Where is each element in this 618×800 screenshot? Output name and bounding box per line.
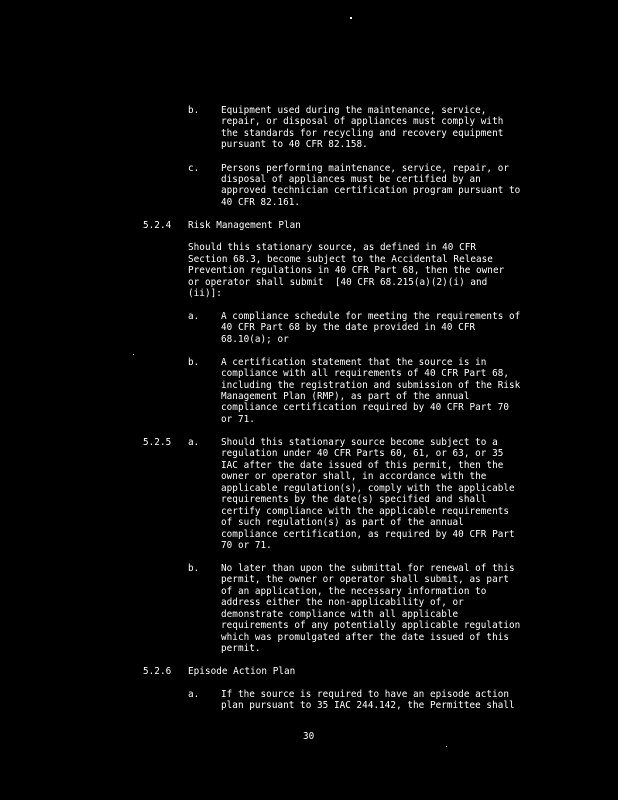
text-line: approved technician certification program pursuant to	[221, 185, 521, 196]
text-line: requirements of any potentially applicable regulation	[221, 620, 521, 631]
list-marker: a.	[188, 689, 200, 700]
paragraph-line: Prevention regulations in 40 CFR Part 68, then the owner	[188, 265, 505, 276]
text-line: the standards for recycling and recovery equipment	[221, 128, 504, 139]
text-line: pursuant to 40 CFR 82.158.	[221, 139, 368, 150]
text-line: Management Plan (RMP), as part of the annual	[221, 391, 470, 402]
text-line: address either the non-applicability of, or	[221, 597, 464, 608]
text-line: Should this stationary source become subject to a	[221, 437, 498, 448]
text-line: 68.10(a); or	[221, 334, 289, 345]
page-number: 30	[303, 731, 315, 742]
scan-speck	[350, 17, 352, 19]
list-marker: b.	[188, 563, 200, 574]
scan-speck	[133, 354, 134, 355]
text-line: If the source is required to have an episode action	[221, 689, 510, 700]
text-line: certify compliance with the applicable requirements	[221, 506, 510, 517]
text-line: plan pursuant to 35 IAC 244.142, the Permittee shall	[221, 700, 515, 711]
list-marker: c.	[188, 163, 200, 174]
section-number: 5.2.5	[143, 437, 172, 448]
text-line: compliance with all requirements of 40 CFR Part 68,	[221, 368, 510, 379]
text-line: Equipment used during the maintenance, service,	[221, 105, 487, 116]
text-line: owner or operator shall, in accordance with the	[221, 471, 487, 482]
list-marker: a.	[188, 437, 200, 448]
text-line: or 71.	[221, 414, 255, 425]
text-line: of an application, the necessary information to	[221, 586, 487, 597]
list-marker: b.	[188, 357, 200, 368]
section-title: Episode Action Plan	[188, 666, 296, 677]
text-line: repair, or disposal of appliances must comply with	[221, 116, 504, 127]
paragraph-line: or operator shall submit [40 CFR 68.215(a)(2)(i) and	[188, 277, 488, 288]
text-line: Persons performing maintenance, service, repair, or	[221, 163, 510, 174]
text-line: 40 CFR Part 68 by the date provided in 40 CFR	[221, 322, 476, 333]
text-line: A compliance schedule for meeting the requirements of	[221, 311, 521, 322]
text-line: applicable regulation(s), comply with the applicable	[221, 483, 515, 494]
paragraph-line: Should this stationary source, as defined in 40 CFR	[188, 242, 477, 253]
text-line: regulation under 40 CFR Parts 60, 61, or 63, or 35	[221, 448, 504, 459]
text-line: permit, the owner or operator shall submit, as part	[221, 574, 510, 585]
text-line: disposal of appliances must be certified by an	[221, 174, 481, 185]
text-line: compliance certification, as required by 40 CFR Part	[221, 529, 515, 540]
text-line: which was promulgated after the date issued of this	[221, 632, 510, 643]
paragraph-line: (ii)]:	[188, 288, 222, 299]
section-number: 5.2.6	[143, 666, 172, 677]
text-line: demonstrate compliance with all applicable	[221, 609, 459, 620]
text-line: 70 or 71.	[221, 540, 272, 551]
text-line: including the registration and submission of the Risk	[221, 380, 521, 391]
text-line: No later than upon the submittal for renewal of this	[221, 563, 515, 574]
text-line: IAC after the date issued of this permit, then the	[221, 460, 504, 471]
text-line: of such regulation(s) as part of the annual	[221, 517, 464, 528]
text-line: A certification statement that the source is in	[221, 357, 487, 368]
list-marker: b.	[188, 105, 200, 116]
list-marker: a.	[188, 311, 200, 322]
text-line: compliance certification required by 40 CFR Part 70	[221, 402, 510, 413]
section-title: Risk Management Plan	[188, 220, 301, 231]
section-number: 5.2.4	[143, 220, 172, 231]
text-line: 40 CFR 82.161.	[221, 197, 301, 208]
text-line: permit.	[221, 643, 261, 654]
text-line: requirements by the date(s) specified and shall	[221, 494, 487, 505]
paragraph-line: Section 68.3, become subject to the Accidental Release	[188, 254, 493, 265]
scan-speck	[446, 746, 447, 747]
